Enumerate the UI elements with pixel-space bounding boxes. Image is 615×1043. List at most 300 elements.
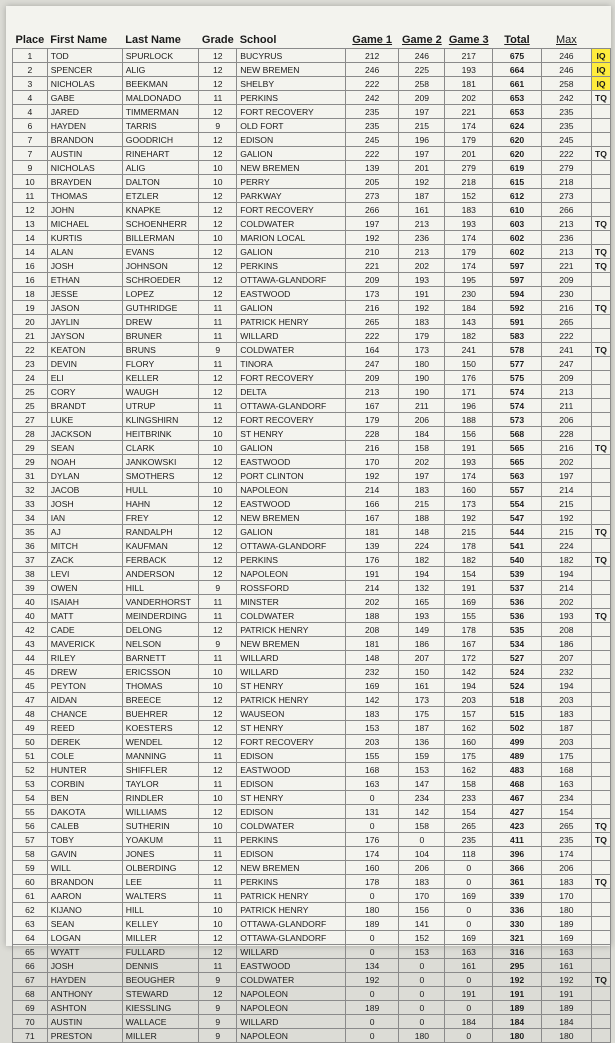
cell-note — [591, 987, 610, 1001]
cell-first-name: KURTIS — [47, 231, 122, 245]
cell-school: ST HENRY — [237, 427, 346, 441]
table-row — [13, 147, 611, 161]
cell-max: 183 — [541, 875, 591, 889]
cell-game-2: 202 — [399, 259, 445, 273]
cell-place: 66 — [13, 959, 48, 973]
cell-grade: 9 — [199, 1001, 237, 1015]
cell-grade: 9 — [199, 343, 237, 357]
cell-game-3: 163 — [445, 945, 493, 959]
cell-grade: 12 — [199, 105, 237, 119]
cell-last-name: SPURLOCK — [122, 49, 199, 63]
table-row — [13, 959, 611, 973]
table-row — [13, 567, 611, 581]
cell-last-name: MILLER — [122, 931, 199, 945]
cell-total: 502 — [493, 721, 542, 735]
cell-school: WILLARD — [237, 651, 346, 665]
cell-last-name: WENDEL — [122, 735, 199, 749]
cell-first-name: JOSH — [47, 959, 122, 973]
cell-note — [591, 749, 610, 763]
cell-game-1: 216 — [345, 301, 398, 315]
results-table — [12, 20, 611, 1043]
cell-game-1: 197 — [345, 217, 398, 231]
cell-game-1: 0 — [345, 987, 398, 1001]
cell-first-name: JARED — [47, 105, 122, 119]
cell-total: 361 — [493, 875, 542, 889]
cell-grade: 10 — [199, 483, 237, 497]
cell-game-3: 0 — [445, 875, 493, 889]
cell-max: 182 — [541, 553, 591, 567]
cell-first-name: IAN — [47, 511, 122, 525]
cell-game-1: 189 — [345, 1001, 398, 1015]
table-row — [13, 987, 611, 1001]
cell-school: EASTWOOD — [237, 497, 346, 511]
cell-school: EASTWOOD — [237, 763, 346, 777]
cell-max: 213 — [541, 245, 591, 259]
cell-place: 4 — [13, 105, 48, 119]
cell-game-2: 149 — [399, 623, 445, 637]
cell-school: PORT CLINTON — [237, 469, 346, 483]
cell-max: 187 — [541, 721, 591, 735]
cell-first-name: JAYSON — [47, 329, 122, 343]
cell-first-name: ISAIAH — [47, 595, 122, 609]
cell-max: 216 — [541, 441, 591, 455]
cell-grade: 11 — [199, 959, 237, 973]
cell-max: 213 — [541, 385, 591, 399]
cell-note — [591, 903, 610, 917]
cell-school: FORT RECOVERY — [237, 735, 346, 749]
cell-game-2: 153 — [399, 945, 445, 959]
cell-game-3: 162 — [445, 721, 493, 735]
cell-game-2: 161 — [399, 203, 445, 217]
cell-grade: 12 — [199, 49, 237, 63]
header-first-name: First Name — [47, 20, 122, 49]
header-place: Place — [13, 20, 48, 49]
cell-school: ST HENRY — [237, 791, 346, 805]
cell-last-name: FREY — [122, 511, 199, 525]
cell-first-name: DAKOTA — [47, 805, 122, 819]
cell-game-2: 170 — [399, 889, 445, 903]
cell-game-3: 0 — [445, 917, 493, 931]
cell-first-name: RILEY — [47, 651, 122, 665]
cell-total: 524 — [493, 665, 542, 679]
cell-last-name: THOMAS — [122, 679, 199, 693]
cell-max: 232 — [541, 665, 591, 679]
cell-game-2: 193 — [399, 609, 445, 623]
cell-max: 235 — [541, 119, 591, 133]
cell-game-3: 265 — [445, 819, 493, 833]
cell-place: 52 — [13, 763, 48, 777]
cell-game-3: 181 — [445, 77, 493, 91]
cell-total: 423 — [493, 819, 542, 833]
cell-grade: 10 — [199, 231, 237, 245]
cell-school: OTTAWA-GLANDORF — [237, 917, 346, 931]
cell-place: 47 — [13, 693, 48, 707]
cell-school: PATRICK HENRY — [237, 889, 346, 903]
cell-game-1: 191 — [345, 567, 398, 581]
cell-first-name: MITCH — [47, 539, 122, 553]
cell-last-name: KELLEY — [122, 917, 199, 931]
cell-total: 583 — [493, 329, 542, 343]
cell-grade: 12 — [199, 133, 237, 147]
cell-note — [591, 385, 610, 399]
cell-game-3: 235 — [445, 833, 493, 847]
cell-school: FORT RECOVERY — [237, 203, 346, 217]
cell-school: PATRICK HENRY — [237, 693, 346, 707]
cell-game-3: 156 — [445, 427, 493, 441]
cell-total: 321 — [493, 931, 542, 945]
cell-last-name: KELLER — [122, 371, 199, 385]
cell-first-name: SPENCER — [47, 63, 122, 77]
cell-school: WAUSEON — [237, 707, 346, 721]
cell-last-name: BILLERMAN — [122, 231, 199, 245]
cell-place: 68 — [13, 987, 48, 1001]
cell-place: 45 — [13, 665, 48, 679]
cell-note — [591, 791, 610, 805]
cell-first-name: BRAYDEN — [47, 175, 122, 189]
cell-game-1: 209 — [345, 371, 398, 385]
cell-first-name: AJ — [47, 525, 122, 539]
cell-max: 222 — [541, 329, 591, 343]
cell-game-2: 132 — [399, 581, 445, 595]
cell-place: 4 — [13, 91, 48, 105]
cell-total: 675 — [493, 49, 542, 63]
cell-first-name: NICHOLAS — [47, 161, 122, 175]
cell-game-1: 134 — [345, 959, 398, 973]
cell-game-3: 160 — [445, 483, 493, 497]
cell-total: 539 — [493, 567, 542, 581]
cell-last-name: MEINDERDING — [122, 609, 199, 623]
cell-game-1: 170 — [345, 455, 398, 469]
table-row — [13, 623, 611, 637]
cell-place: 51 — [13, 749, 48, 763]
cell-game-1: 208 — [345, 623, 398, 637]
cell-total: 499 — [493, 735, 542, 749]
cell-place: 37 — [13, 553, 48, 567]
cell-last-name: ERICSSON — [122, 665, 199, 679]
cell-place: 40 — [13, 595, 48, 609]
cell-game-2: 173 — [399, 693, 445, 707]
cell-game-3: 184 — [445, 1015, 493, 1029]
cell-grade: 12 — [199, 147, 237, 161]
cell-game-1: 228 — [345, 427, 398, 441]
table-row — [13, 679, 611, 693]
cell-max: 189 — [541, 1001, 591, 1015]
cell-game-3: 171 — [445, 385, 493, 399]
table-row — [13, 161, 611, 175]
cell-game-3: 172 — [445, 651, 493, 665]
cell-place: 67 — [13, 973, 48, 987]
cell-game-3: 155 — [445, 609, 493, 623]
cell-grade: 9 — [199, 1029, 237, 1043]
cell-first-name: HAYDEN — [47, 973, 122, 987]
table-row — [13, 777, 611, 791]
cell-school: FORT RECOVERY — [237, 413, 346, 427]
cell-school: PERKINS — [237, 875, 346, 889]
cell-note — [591, 357, 610, 371]
cell-first-name: ALAN — [47, 245, 122, 259]
cell-max: 203 — [541, 693, 591, 707]
cell-game-2: 183 — [399, 483, 445, 497]
cell-game-2: 197 — [399, 105, 445, 119]
cell-max: 209 — [541, 273, 591, 287]
cell-game-3: 179 — [445, 245, 493, 259]
cell-place: 40 — [13, 609, 48, 623]
cell-game-2: 215 — [399, 119, 445, 133]
cell-game-3: 191 — [445, 987, 493, 1001]
cell-max: 174 — [541, 847, 591, 861]
cell-grade: 12 — [199, 721, 237, 735]
cell-max: 186 — [541, 637, 591, 651]
cell-first-name: LOGAN — [47, 931, 122, 945]
cell-game-3: 174 — [445, 231, 493, 245]
cell-note — [591, 1029, 610, 1043]
table-row — [13, 329, 611, 343]
cell-first-name: ANTHONY — [47, 987, 122, 1001]
cell-total: 339 — [493, 889, 542, 903]
cell-total: 577 — [493, 357, 542, 371]
cell-place: 16 — [13, 259, 48, 273]
cell-game-2: 161 — [399, 679, 445, 693]
cell-game-1: 192 — [345, 973, 398, 987]
cell-game-1: 0 — [345, 1015, 398, 1029]
cell-place: 9 — [13, 161, 48, 175]
cell-first-name: DEVIN — [47, 357, 122, 371]
cell-last-name: ANDERSON — [122, 567, 199, 581]
header-total: Total — [493, 20, 542, 49]
cell-last-name: DELONG — [122, 623, 199, 637]
cell-note — [591, 133, 610, 147]
cell-first-name: MATT — [47, 609, 122, 623]
cell-grade: 10 — [199, 819, 237, 833]
cell-note — [591, 203, 610, 217]
cell-game-1: 246 — [345, 63, 398, 77]
cell-first-name: OWEN — [47, 581, 122, 595]
cell-game-2: 159 — [399, 749, 445, 763]
cell-last-name: HAHN — [122, 497, 199, 511]
cell-school: PATRICK HENRY — [237, 903, 346, 917]
cell-max: 184 — [541, 1015, 591, 1029]
cell-total: 574 — [493, 399, 542, 413]
cell-max: 161 — [541, 959, 591, 973]
cell-school: PARKWAY — [237, 189, 346, 203]
cell-school: PERKINS — [237, 833, 346, 847]
cell-max: 235 — [541, 833, 591, 847]
cell-total: 620 — [493, 133, 542, 147]
cell-grade: 10 — [199, 679, 237, 693]
cell-game-2: 190 — [399, 371, 445, 385]
table-row — [13, 581, 611, 595]
cell-note — [591, 931, 610, 945]
cell-total: 597 — [493, 273, 542, 287]
cell-school: WILLARD — [237, 665, 346, 679]
cell-note — [591, 581, 610, 595]
cell-max: 192 — [541, 973, 591, 987]
cell-last-name: TARRIS — [122, 119, 199, 133]
table-row — [13, 427, 611, 441]
cell-school: PATRICK HENRY — [237, 623, 346, 637]
cell-school: DELTA — [237, 385, 346, 399]
cell-max: 203 — [541, 735, 591, 749]
cell-note — [591, 707, 610, 721]
table-row — [13, 861, 611, 875]
cell-total: 396 — [493, 847, 542, 861]
cell-note — [591, 399, 610, 413]
cell-school: NEW BREMEN — [237, 63, 346, 77]
table-row — [13, 511, 611, 525]
cell-game-3: 0 — [445, 1029, 493, 1043]
cell-first-name: CALEB — [47, 819, 122, 833]
cell-game-3: 178 — [445, 539, 493, 553]
table-row — [13, 105, 611, 119]
cell-max: 222 — [541, 147, 591, 161]
cell-school: EDISON — [237, 133, 346, 147]
cell-first-name: COLE — [47, 749, 122, 763]
cell-max: 221 — [541, 259, 591, 273]
cell-place: 2 — [13, 63, 48, 77]
cell-first-name: GAVIN — [47, 847, 122, 861]
cell-total: 489 — [493, 749, 542, 763]
cell-max: 175 — [541, 749, 591, 763]
table-row — [13, 889, 611, 903]
cell-total: 467 — [493, 791, 542, 805]
cell-game-2: 224 — [399, 539, 445, 553]
cell-game-1: 181 — [345, 637, 398, 651]
cell-last-name: FERBACK — [122, 553, 199, 567]
cell-game-2: 141 — [399, 917, 445, 931]
cell-note — [591, 287, 610, 301]
cell-school: FORT RECOVERY — [237, 105, 346, 119]
table-row — [13, 735, 611, 749]
cell-last-name: TIMMERMAN — [122, 105, 199, 119]
cell-school: OTTAWA-GLANDORF — [237, 931, 346, 945]
cell-grade: 12 — [199, 735, 237, 749]
cell-grade: 12 — [199, 287, 237, 301]
cell-school: COLDWATER — [237, 343, 346, 357]
cell-game-3: 233 — [445, 791, 493, 805]
cell-game-1: 169 — [345, 679, 398, 693]
cell-max: 202 — [541, 455, 591, 469]
cell-note: TQ — [591, 259, 610, 273]
cell-last-name: GOODRICH — [122, 133, 199, 147]
cell-grade: 12 — [199, 539, 237, 553]
cell-school: COLDWATER — [237, 819, 346, 833]
header-game-2: Game 2 — [399, 20, 445, 49]
cell-grade: 12 — [199, 553, 237, 567]
table-row — [13, 707, 611, 721]
cell-first-name: AIDAN — [47, 693, 122, 707]
cell-last-name: BREECE — [122, 693, 199, 707]
cell-note — [591, 427, 610, 441]
cell-last-name: MALDONADO — [122, 91, 199, 105]
cell-game-3: 174 — [445, 469, 493, 483]
cell-school: OTTAWA-GLANDORF — [237, 539, 346, 553]
cell-first-name: REED — [47, 721, 122, 735]
table-row — [13, 875, 611, 889]
cell-game-1: 188 — [345, 609, 398, 623]
cell-note: TQ — [591, 875, 610, 889]
cell-game-3: 217 — [445, 49, 493, 63]
cell-grade: 12 — [199, 455, 237, 469]
cell-school: COLDWATER — [237, 217, 346, 231]
cell-last-name: ALIG — [122, 161, 199, 175]
cell-game-1: 0 — [345, 931, 398, 945]
cell-grade: 12 — [199, 707, 237, 721]
cell-game-3: 0 — [445, 973, 493, 987]
table-row — [13, 259, 611, 273]
cell-note: TQ — [591, 245, 610, 259]
cell-first-name: JOHN — [47, 203, 122, 217]
cell-game-1: 131 — [345, 805, 398, 819]
cell-last-name: ALIG — [122, 63, 199, 77]
cell-school: WILLARD — [237, 945, 346, 959]
cell-note — [591, 469, 610, 483]
cell-grade: 11 — [199, 399, 237, 413]
cell-game-2: 197 — [399, 469, 445, 483]
cell-place: 10 — [13, 175, 48, 189]
cell-game-1: 167 — [345, 511, 398, 525]
cell-game-3: 201 — [445, 147, 493, 161]
header-row — [13, 20, 611, 49]
cell-game-2: 225 — [399, 63, 445, 77]
cell-first-name: PEYTON — [47, 679, 122, 693]
header-max: Max — [541, 20, 591, 49]
cell-max: 180 — [541, 903, 591, 917]
cell-note — [591, 889, 610, 903]
cell-grade: 11 — [199, 875, 237, 889]
cell-max: 236 — [541, 231, 591, 245]
cell-game-1: 222 — [345, 329, 398, 343]
cell-note — [591, 273, 610, 287]
cell-last-name: SUTHERIN — [122, 819, 199, 833]
cell-last-name: YOAKUM — [122, 833, 199, 847]
cell-last-name: BUEHRER — [122, 707, 199, 721]
cell-place: 29 — [13, 441, 48, 455]
table-row — [13, 553, 611, 567]
cell-total: 578 — [493, 343, 542, 357]
cell-school: NEW BREMEN — [237, 861, 346, 875]
cell-grade: 12 — [199, 805, 237, 819]
cell-school: NAPOLEON — [237, 1029, 346, 1043]
table-row — [13, 539, 611, 553]
cell-max: 246 — [541, 63, 591, 77]
cell-note — [591, 511, 610, 525]
cell-total: 536 — [493, 595, 542, 609]
cell-place: 6 — [13, 119, 48, 133]
cell-school: NEW BREMEN — [237, 637, 346, 651]
table-row — [13, 483, 611, 497]
results-sheet — [6, 6, 611, 1041]
cell-game-3: 162 — [445, 763, 493, 777]
cell-total: 515 — [493, 707, 542, 721]
cell-note — [591, 413, 610, 427]
cell-place: 48 — [13, 707, 48, 721]
cell-place: 18 — [13, 287, 48, 301]
cell-game-2: 158 — [399, 819, 445, 833]
cell-max: 170 — [541, 889, 591, 903]
header-game-3: Game 3 — [445, 20, 493, 49]
cell-game-1: 181 — [345, 525, 398, 539]
cell-first-name: SEAN — [47, 441, 122, 455]
cell-grade: 12 — [199, 63, 237, 77]
cell-total: 366 — [493, 861, 542, 875]
cell-note: TQ — [591, 525, 610, 539]
cell-game-3: 157 — [445, 707, 493, 721]
cell-max: 247 — [541, 357, 591, 371]
cell-game-3: 183 — [445, 203, 493, 217]
table-row — [13, 217, 611, 231]
cell-last-name: VANDERHORST — [122, 595, 199, 609]
cell-game-2: 104 — [399, 847, 445, 861]
